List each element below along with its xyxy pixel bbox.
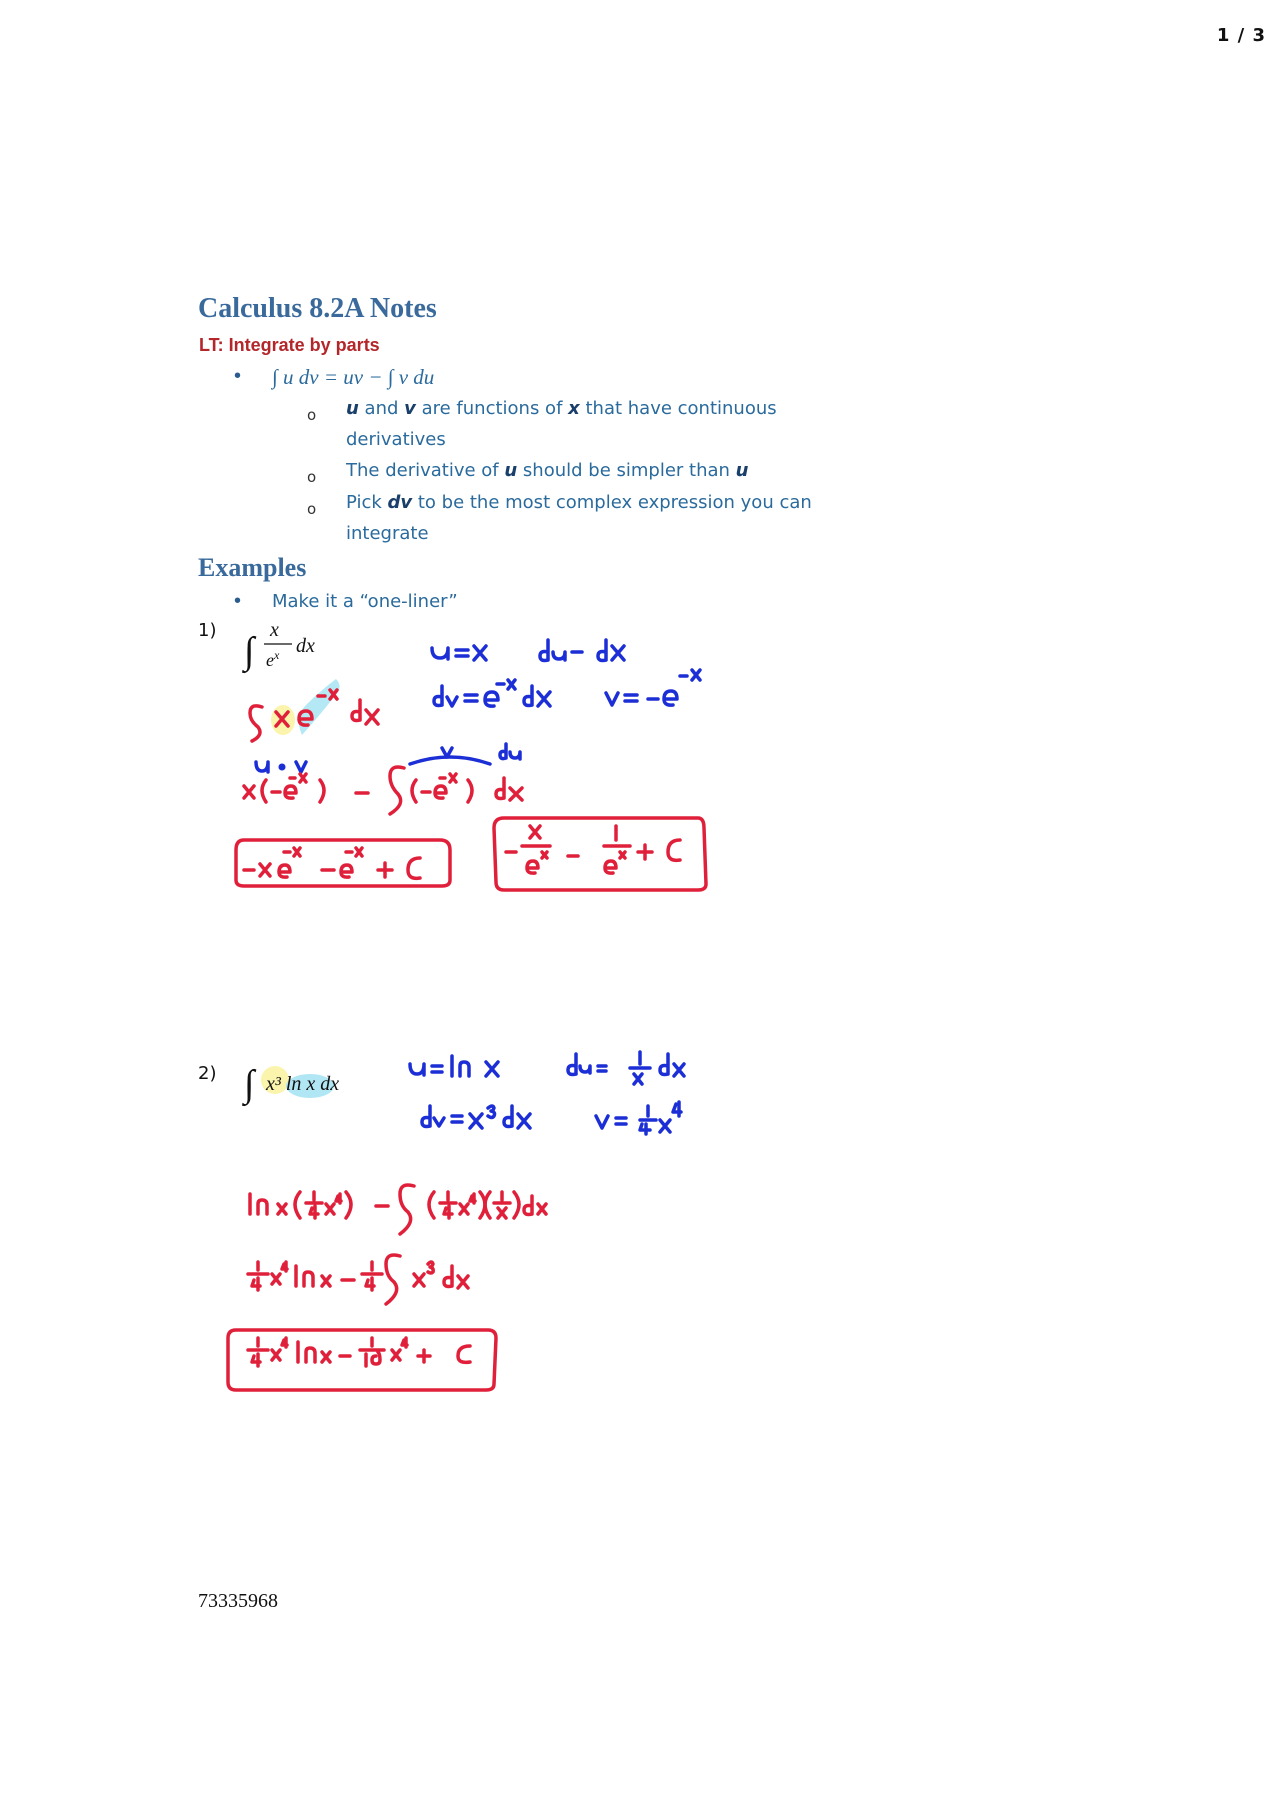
p2-answer-box: [228, 1330, 496, 1390]
bullet-dot: •: [234, 590, 242, 612]
sub-bullet-marker: o: [307, 406, 317, 424]
p2-parts: [250, 1185, 546, 1234]
integrand-numerator: x: [270, 619, 279, 641]
differential: dx: [296, 635, 315, 657]
problem-1-number: 1): [198, 620, 217, 641]
svg-text:ex: $e^x$: [266, 648, 280, 670]
sub-bullet-marker: o: [307, 468, 317, 486]
ibp-formula: ∫ u dv = uv − ∫ v du: [272, 365, 435, 389]
svg-text:∫: ∫: [244, 630, 255, 672]
problem-2-number: 2): [198, 1063, 217, 1084]
p1-u-du-dv-v: [432, 640, 700, 706]
sub-bullet-marker: o: [307, 500, 317, 518]
sub-bullet-3: Pick dv to be the most complex expression you can integrate: [346, 492, 812, 544]
p1-parts: [244, 767, 522, 814]
p1-uv-labels: [256, 744, 520, 772]
learning-target: LT: Integrate by parts: [199, 335, 380, 355]
examples-bullet: Make it a “one-liner”: [272, 591, 458, 612]
p2-simplified: [248, 1255, 468, 1304]
p2-u-du-dv-v: [410, 1052, 684, 1134]
page-title: Calculus 8.2A Notes: [198, 293, 437, 324]
examples-heading: Examples: [198, 553, 307, 582]
problem-1-integral: [242, 619, 315, 674]
p1-answer-box-2: [494, 818, 706, 890]
page-indicator: 1 / 3: [1216, 25, 1266, 46]
document-id: 73335968: [198, 1590, 278, 1612]
integrand: x³ ln x dx: [266, 1073, 340, 1095]
problem-2-integral: [242, 1063, 339, 1107]
svg-text:∫: ∫: [244, 1063, 255, 1105]
bullet-dot: •: [234, 365, 242, 387]
p1-answer-box-1: [236, 840, 450, 886]
sub-bullet-1: u and v are functions of x that have continuous derivatives: [346, 398, 777, 450]
sub-bullet-2: The derivative of u should be simpler than u: [346, 460, 749, 481]
